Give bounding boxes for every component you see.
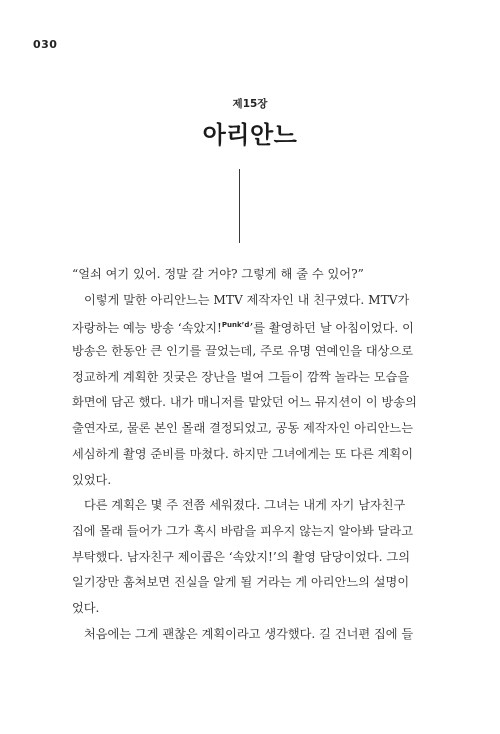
text-line: 다른 계획은 몇 주 전쯤 세워졌다. 그녀는 내게 자기 남자친구 — [84, 498, 406, 513]
text-line: 이렇게 말한 아리안느는 MTV 제작자인 내 친구였다. MTV가 — [84, 292, 410, 307]
text-line: 화면에 담곤 했다. 내가 매니저를 맡았던 어느 뮤지션이 이 방송의 — [72, 395, 417, 410]
text-line: 처음에는 그게 괜찮은 계획이라고 생각했다. 길 건너편 집에 들 — [84, 626, 414, 641]
text-line: 있었다. — [72, 472, 112, 487]
text-line: 었다. — [72, 600, 100, 615]
chapter-label: 제15장 — [232, 98, 268, 110]
body-text — [72, 262, 432, 647]
chapter-title: 아리안느 — [202, 121, 298, 149]
text-line: 집에 몰래 들어가 그가 혹시 바람을 피우지 않는지 알아봐 달라고 — [72, 523, 413, 538]
superscript-note: Punk’d — [221, 321, 250, 330]
text-line — [72, 313, 432, 339]
text-line: 방송은 한동안 큰 인기를 끌었는데, 주로 유명 연예인을 대상으로 — [72, 344, 413, 359]
text-line: “얼쇠 여기 있어. 정말 갈 거야? 그렇게 해 줄 수 있어?” — [72, 267, 364, 281]
vertical-divider — [239, 169, 240, 243]
text-line: 출연자로, 물론 본인 몰래 결정되었고, 공동 제작자인 아리안느는 — [72, 421, 413, 436]
text-line: 정교하게 계획한 짓궂은 장난을 벌여 그들이 깜짝 놀라는 모습을 — [72, 369, 410, 384]
text-line: 일기장만 훔쳐보면 진실을 알게 될 거라는 게 아리안느의 설명이 — [72, 575, 410, 590]
text-segment: ’를 촬영하던 날 아침이었다. 이 — [249, 321, 414, 336]
text-line: 세심하게 촬영 준비를 마쳤다. 하지만 그녀에게는 또 다른 계획이 — [72, 446, 413, 461]
page-number: 030 — [33, 38, 58, 51]
text-line: 부탁했다. 남자친구 제이콥은 ‘속았지!’의 촬영 담당이었다. 그의 — [72, 549, 410, 564]
text-segment: 자랑하는 예능 방송 ‘속았지! — [72, 321, 222, 336]
